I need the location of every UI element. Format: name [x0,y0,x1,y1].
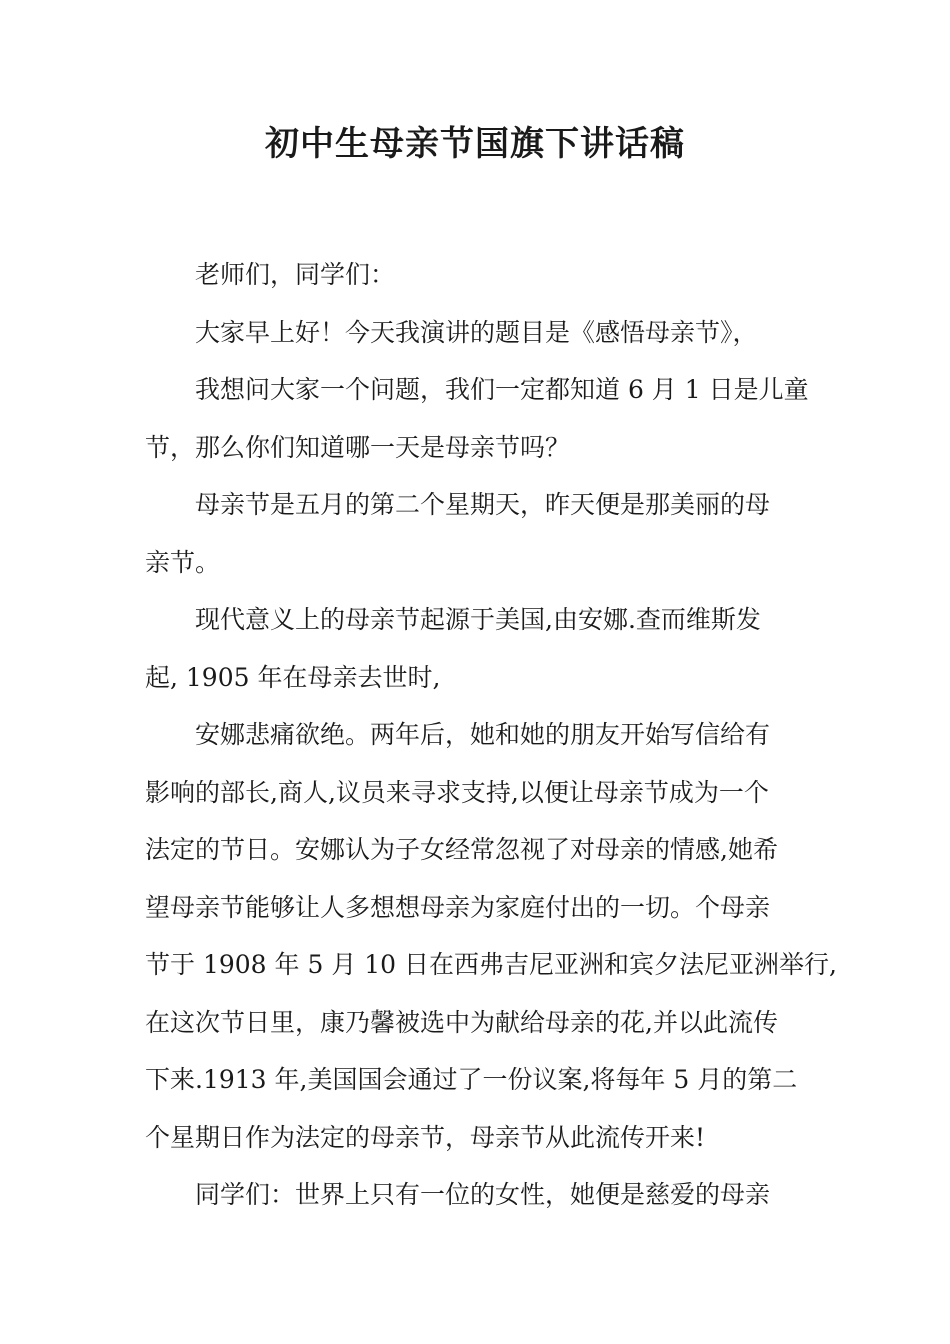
text-line: 我想问大家一个问题，我们一定都知道 6 月 1 日是儿童 [195,375,809,404]
text-line: 影响的部长,商人,议员来寻求支持,以便让母亲节成为一个 [145,777,769,807]
text-line: 大家早上好！今天我演讲的题目是《感悟母亲节》， [195,317,758,347]
text-line: 节，那么你们知道哪一天是母亲节吗？ [145,432,571,462]
paragraph-question [145,361,813,476]
paragraph-date [145,476,813,591]
paragraph-history [145,706,837,1166]
paragraph-origin [145,591,813,706]
paragraph-closing [145,1166,813,1224]
paragraph-greeting [145,246,813,304]
text-line: 起, 1905 年在母亲去世时, [145,662,441,692]
text-line: 下来.1913 年,美国国会通过了一份议案,将每年 5 月的第二 [145,1065,798,1094]
text-line: 节于 1908 年 5 月 10 日在西弗吉尼亚洲和宾夕法尼亚洲举行, [145,950,837,979]
text-line: 法定的节日。安娜认为子女经常忽视了对母亲的情感,她希 [145,835,778,864]
document-title: 初中生母亲节国旗下讲话稿 [265,124,685,164]
text-line: 母亲节是五月的第二个星期天，昨天便是那美丽的母 [195,490,771,519]
text-line: 在这次节日里，康乃馨被选中为献给母亲的花,并以此流传 [145,1007,778,1037]
paragraph-opening [145,304,813,362]
text-line: 亲节。 [145,547,221,577]
text-line: 老师们，同学们： [195,260,396,289]
text-line: 望母亲节能够让人多想想母亲为家庭付出的一切。个母亲 [145,892,771,922]
text-line: 现代意义上的母亲节起源于美国,由安娜.查而维斯发 [195,605,761,634]
text-line: 个星期日作为法定的母亲节，母亲节从此流传开来! [145,1122,706,1152]
text-line: 同学们：世界上只有一位的女性，她便是慈爱的母亲 [195,1180,771,1209]
text-line: 安娜悲痛欲绝。两年后，她和她的朋友开始写信给有 [195,720,771,749]
document-body [145,246,837,1224]
